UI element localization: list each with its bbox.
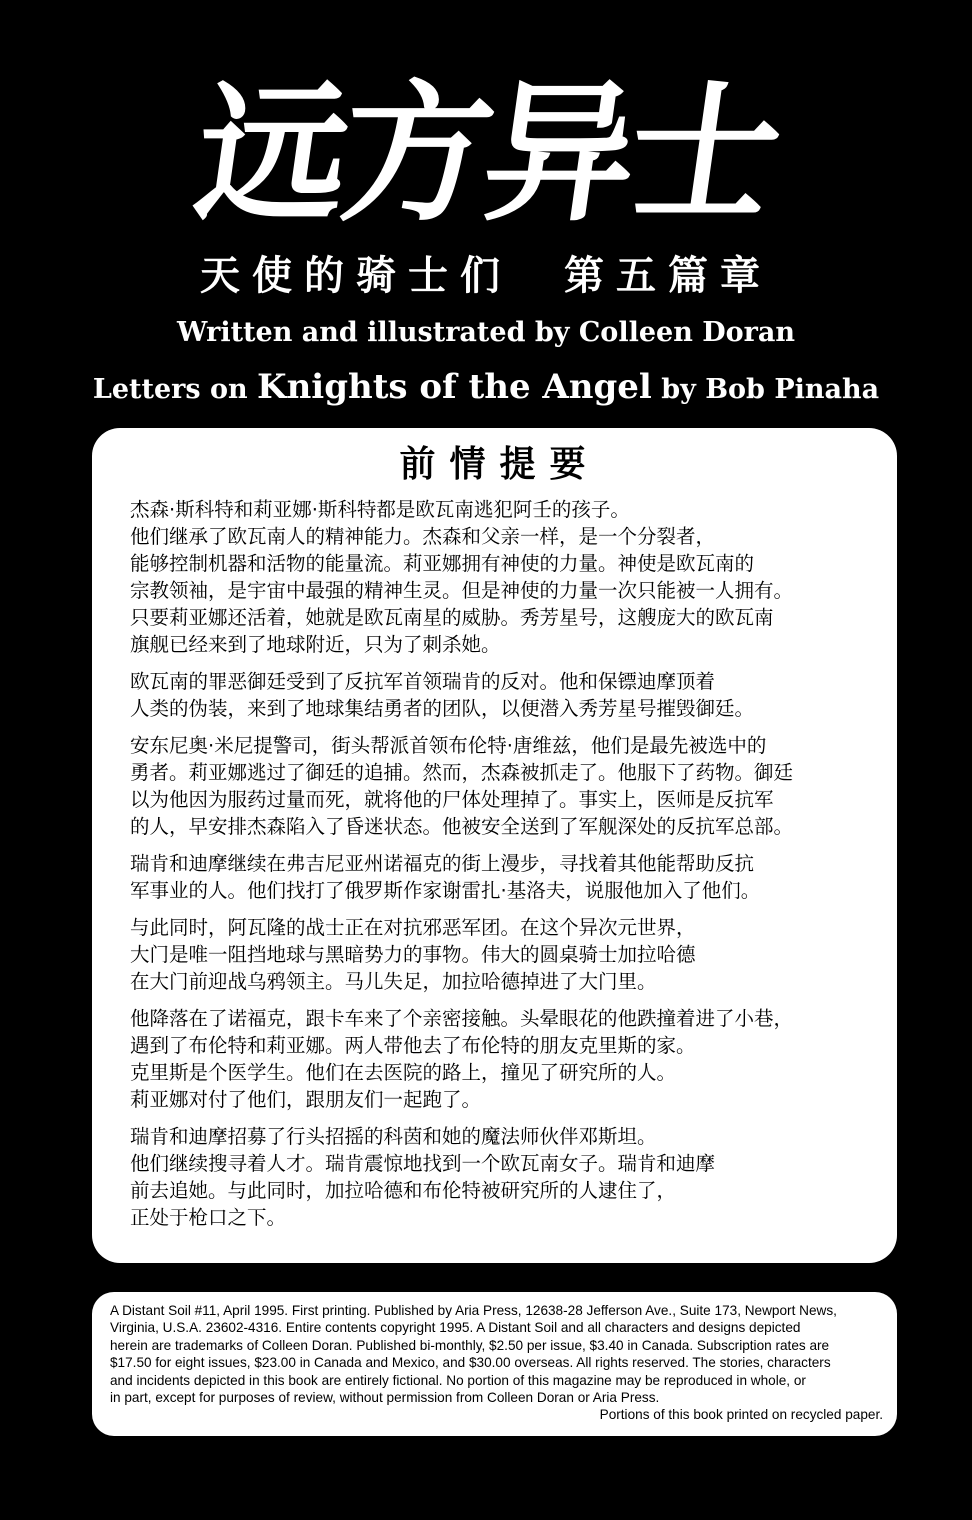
recap-line: 瑞肯和迪摩招募了行头招摇的科茵和她的魔法师伙伴邓斯坦。 bbox=[130, 1125, 657, 1148]
recap-paragraph bbox=[130, 850, 869, 904]
recap-paragraph bbox=[130, 1005, 869, 1113]
recap-line: 安东尼奥·米尼提警司，街头帮派首领布伦特·唐维兹，他们是最先被选中的 bbox=[130, 734, 767, 757]
recap-line: 勇者。莉亚娜逃过了御廷的追捕。然而，杰森被抓走了。他服下了药物。御廷 bbox=[130, 761, 794, 784]
credit-letters-suffix: by Bob Pinaha bbox=[651, 374, 880, 405]
recap-line: 在大门前迎战乌鸦领主。马儿失足，加拉哈德掉进了大门里。 bbox=[130, 970, 657, 993]
recap-paragraph bbox=[130, 668, 869, 722]
credit-letters-title: Knights of the Angel bbox=[257, 367, 652, 407]
recap-paragraph bbox=[130, 732, 869, 840]
recap-line: 人类的伪装，来到了地球集结勇者的团队，以便潜入秀芳星号摧毁御廷。 bbox=[130, 697, 755, 720]
legal-line: $17.50 for eight issues, $23.00 in Canada and Mexico, and $30.00 overseas. All rights reserved. The stories, characters bbox=[110, 1355, 831, 1371]
legal-text bbox=[110, 1302, 883, 1406]
recap-line: 军事业的人。他们找打了俄罗斯作家谢雷扎·基洛夫，说服他加入了他们。 bbox=[130, 879, 761, 902]
recap-line: 他们继承了欧瓦南人的精神能力。杰森和父亲一样，是一个分裂者， bbox=[130, 525, 716, 548]
recycled-note: Portions of this book printed on recycled paper. bbox=[599, 1407, 883, 1423]
recap-line: 遇到了布伦特和莉亚娜。两人带他去了布伦特的朋友克里斯的家。 bbox=[130, 1034, 696, 1057]
recap-line: 他们继续搜寻着人才。瑞肯震惊地找到一个欧瓦南女子。瑞肯和迪摩 bbox=[130, 1152, 716, 1175]
recap-line: 他降落在了诺福克，跟卡车来了个亲密接触。头晕眼花的他跌撞着进了小巷， bbox=[130, 1007, 794, 1030]
legal-line: in part, except for purposes of review, without permission from Colleen Doran or Aria Press. bbox=[110, 1390, 660, 1406]
chapter-subtitle: 天使的骑士们 第五篇章 bbox=[200, 253, 772, 299]
recap-line: 瑞肯和迪摩继续在弗吉尼亚州诺福克的街上漫步，寻找着其他能帮助反抗 bbox=[130, 852, 755, 875]
recap-line: 前去追她。与此同时，加拉哈德和布伦特被研究所的人逮住了， bbox=[130, 1179, 677, 1202]
credit-letters-prefix: Letters on bbox=[92, 374, 258, 405]
legal-line: and incidents depicted in this book are entirely fictional. No portion of this magazine may be reproduced in whole, or bbox=[110, 1372, 806, 1388]
recap-paragraph bbox=[130, 1123, 869, 1231]
recap-line: 正处于枪口之下。 bbox=[130, 1206, 287, 1229]
legal-box bbox=[92, 1292, 897, 1436]
recap-line: 旗舰已经来到了地球附近，只为了刺杀她。 bbox=[130, 633, 501, 656]
recap-line: 能够控制机器和活物的能量流。莉亚娜拥有神使的力量。神使是欧瓦南的 bbox=[130, 552, 755, 575]
recap-title: 前情提要 bbox=[399, 444, 600, 485]
recap-line: 大门是唯一阻挡地球与黑暗势力的事物。伟大的圆桌骑士加拉哈德 bbox=[130, 943, 696, 966]
legal-line: herein are trademarks of Colleen Doran. Published bi-monthly, $2.50 per issue, $3.40 in Canada. Subscription rates are bbox=[110, 1337, 830, 1353]
recap-line: 以为他因为服药过量而死，就将他的尸体处理掉了。事实上，医师是反抗军 bbox=[130, 788, 774, 811]
legal-line: Virginia, U.S.A. 23602-4316. Entire contents copyright 1995. A Distant Soil and all characters and designs depicted bbox=[110, 1320, 801, 1336]
credit-letters bbox=[0, 365, 972, 412]
recap-line: 的人，早安排杰森陷入了昏迷状态。他被安全送到了军舰深处的反抗军总部。 bbox=[130, 815, 794, 838]
recap-line: 只要莉亚娜还活着，她就是欧瓦南星的威胁。秀芳星号，这艘庞大的欧瓦南 bbox=[130, 606, 774, 629]
recap-line: 克里斯是个医学生。他们在去医院的路上，撞见了研究所的人。 bbox=[130, 1061, 677, 1084]
recap-line: 杰森·斯科特和莉亚娜·斯科特都是欧瓦南逃犯阿壬的孩子。 bbox=[130, 498, 630, 521]
credit-written: Written and illustrated by Colleen Doran bbox=[176, 317, 795, 348]
recap-line: 欧瓦南的罪恶御廷受到了反抗军首领瑞肯的反对。他和保镖迪摩顶着 bbox=[130, 670, 716, 693]
logo-title: 远方异士 bbox=[185, 68, 787, 242]
recap-body bbox=[130, 496, 869, 1231]
legal-line: A Distant Soil #11, April 1995. First printing. Published by Aria Press, 12638-28 Jefferson Ave., Suite 173, Newport News, bbox=[110, 1303, 837, 1318]
recap-paragraph bbox=[130, 914, 869, 995]
recap-line: 宗教领袖，是宇宙中最强的精神生灵。但是神使的力量一次只能被一人拥有。 bbox=[130, 579, 794, 602]
recap-paragraph bbox=[130, 496, 869, 658]
recap-box bbox=[92, 428, 897, 1263]
recap-line: 与此同时，阿瓦隆的战士正在对抗邪恶军团。在这个异次元世界， bbox=[130, 916, 696, 939]
recap-line: 莉亚娜对付了他们，跟朋友们一起跑了。 bbox=[130, 1088, 482, 1111]
